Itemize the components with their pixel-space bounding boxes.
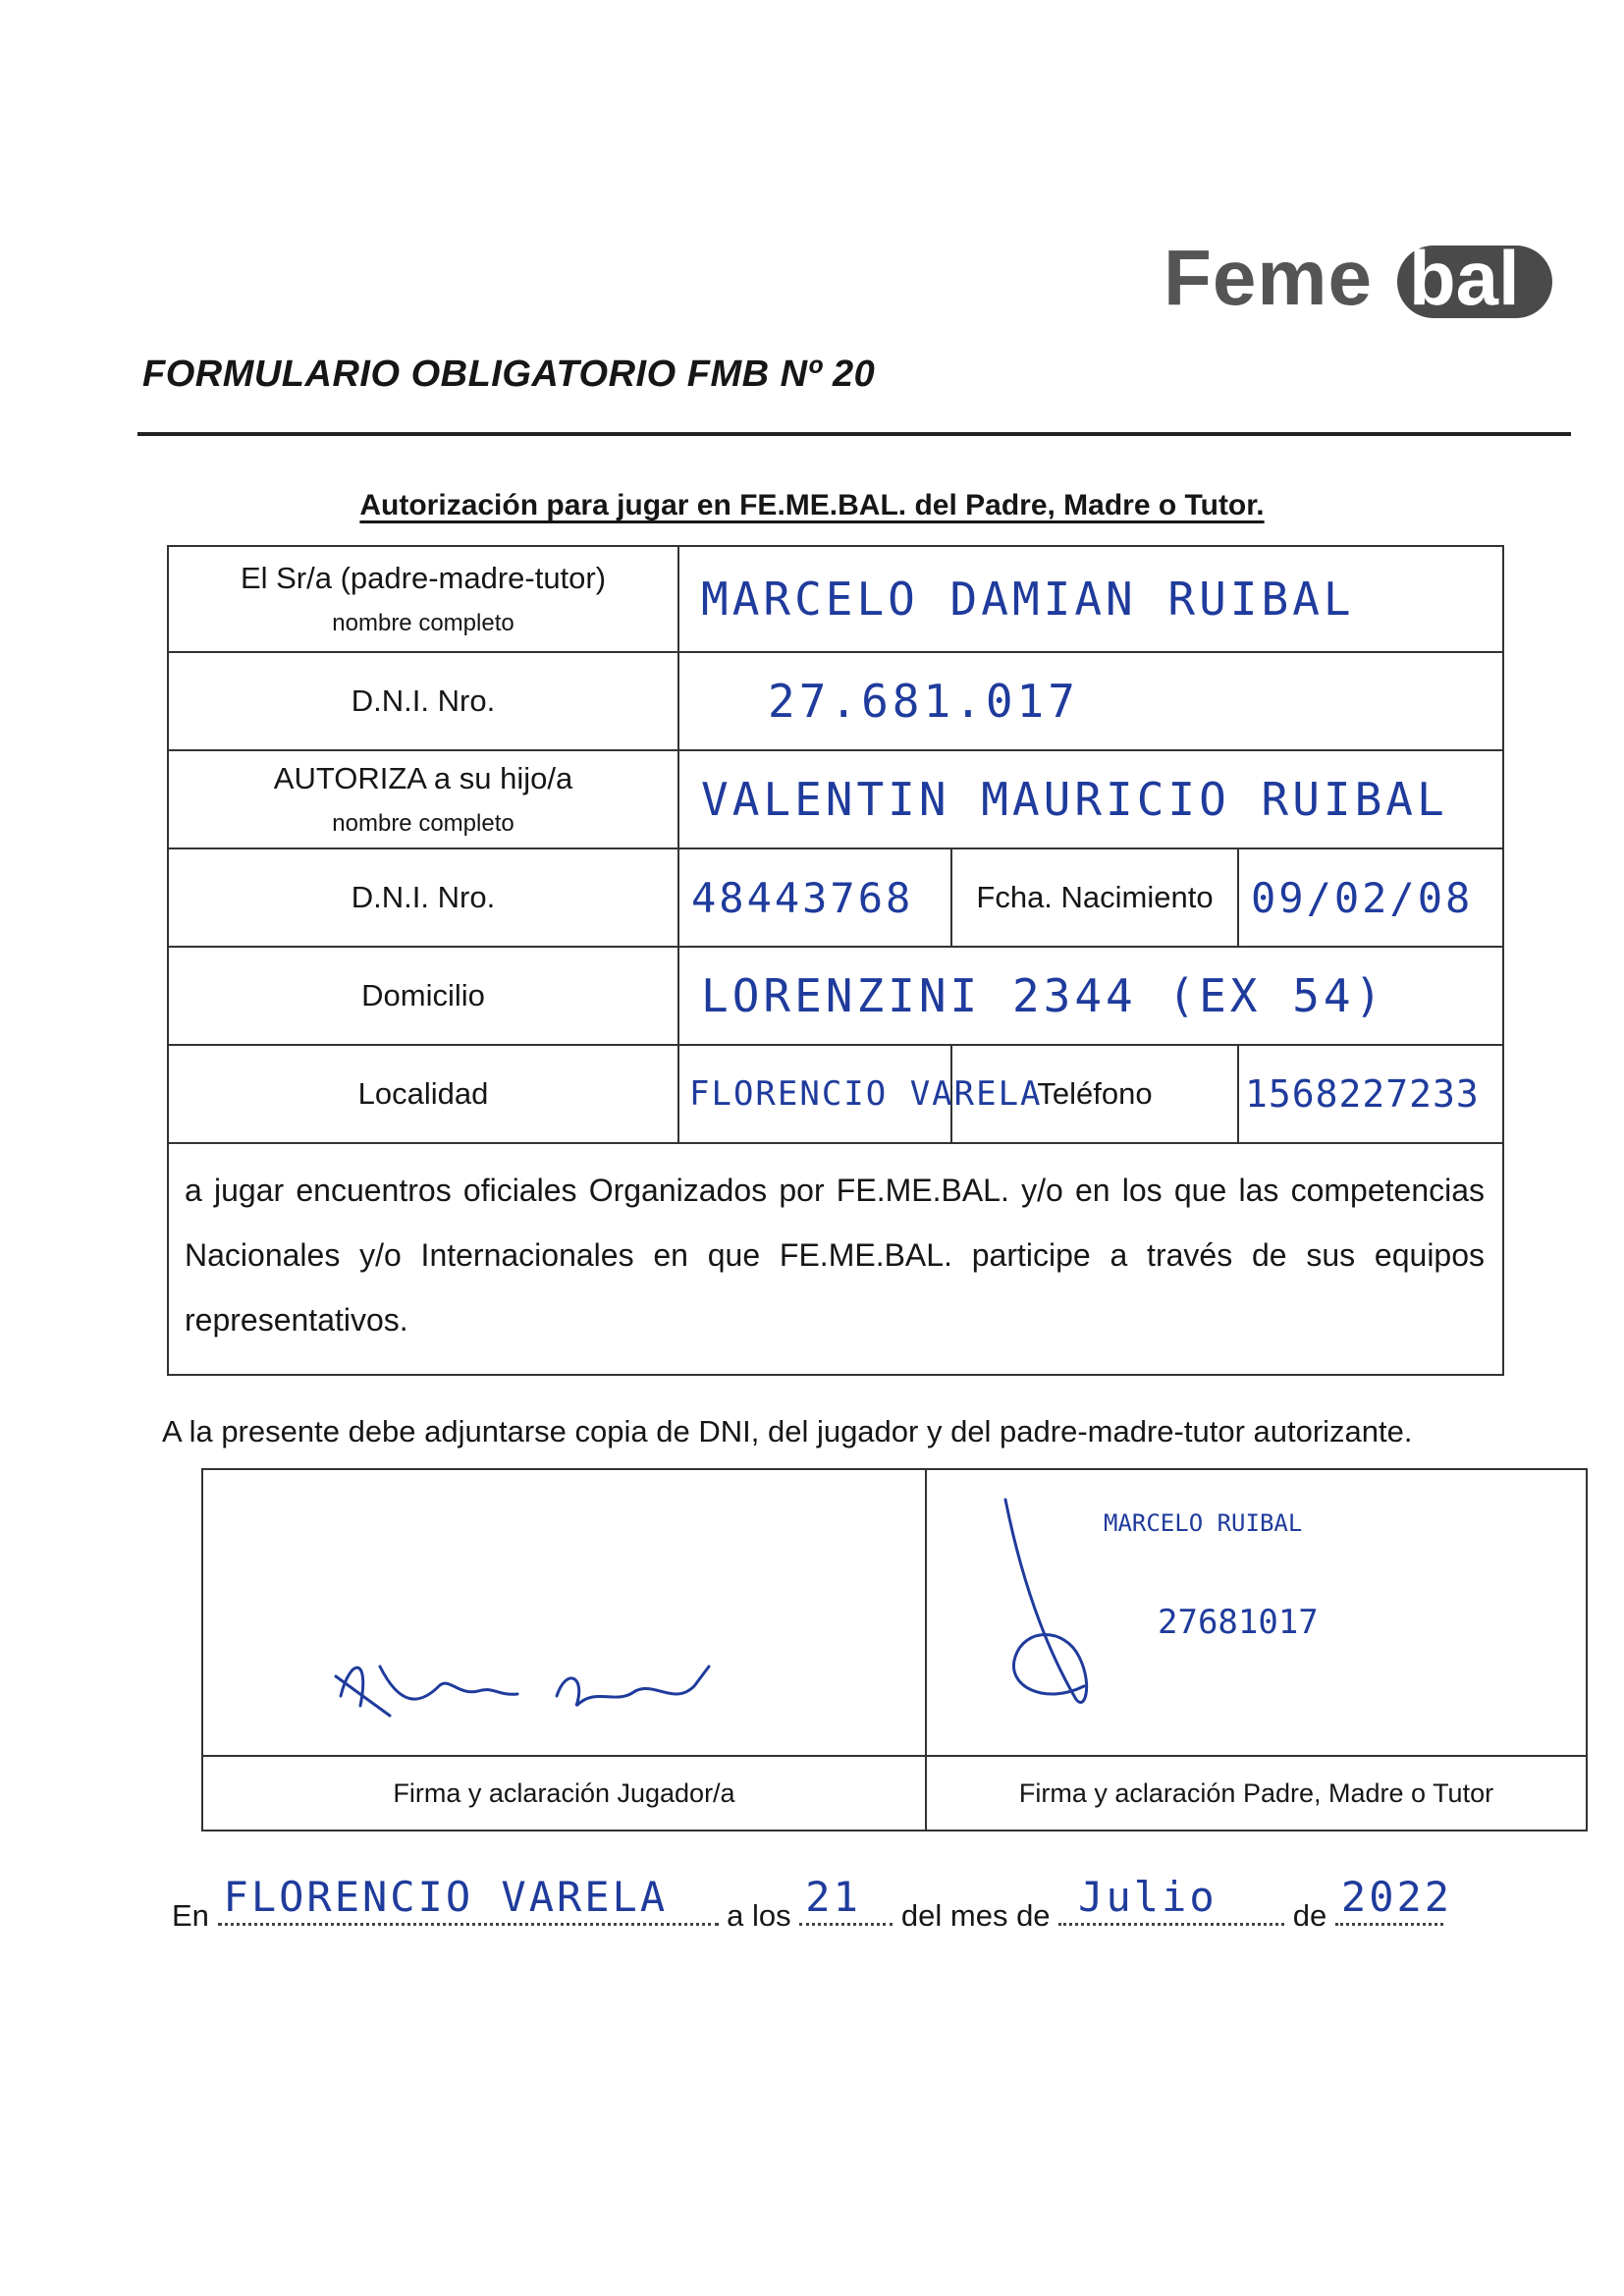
authorization-title: Autorización para jugar en FE.ME.BAL. del Padre, Madre o Tutor. [359, 489, 1265, 521]
child-dni-row [168, 848, 1503, 947]
parent-dni-row [168, 652, 1503, 750]
caption-row [202, 1756, 1587, 1831]
form-title: FORMULARIO OBLIGATORIO FMB Nº 20 [142, 354, 876, 395]
signature-table [201, 1468, 1588, 1831]
svg-text:bal: bal [1409, 235, 1520, 321]
city-field[interactable]: FLORENCIO VARELA [678, 1045, 951, 1143]
authorization-form [167, 545, 1504, 1376]
day-value: 21 [805, 1873, 861, 1921]
birth-date-label: Fcha. Nacimiento [951, 848, 1238, 947]
month-value: Julio [1078, 1873, 1218, 1921]
child-label: AUTORIZA a su hijo/a [273, 761, 573, 795]
svg-text:Feme: Feme [1164, 234, 1373, 321]
city-row [168, 1045, 1503, 1143]
city-label: Localidad [168, 1045, 678, 1143]
address-row [168, 947, 1503, 1045]
header-divider [137, 432, 1571, 436]
child-dni-field[interactable]: 48443768 [678, 848, 951, 947]
paragraph-row [168, 1143, 1503, 1375]
place-value: FLORENCIO VARELA [223, 1873, 669, 1921]
attachment-note: A la presente debe adjuntarse copia de DNI, del jugador y del padre-madre-tutor autorizante. [162, 1414, 1413, 1449]
child-dni-label: D.N.I. Nro. [168, 848, 678, 947]
parent-signature-caption: Firma y aclaración Padre, Madre o Tutor [926, 1756, 1587, 1831]
parent-label-cell [168, 546, 678, 652]
phone-field[interactable]: 1568227233 [1238, 1045, 1503, 1143]
parent-name-field[interactable]: MARCELO DAMIAN RUIBAL [678, 546, 1503, 652]
address-label: Domicilio [168, 947, 678, 1045]
address-field[interactable]: LORENZINI 2344 (EX 54) [678, 947, 1503, 1045]
parent-signature-box[interactable] [926, 1469, 1587, 1756]
child-label-cell [168, 750, 678, 848]
parent-dni-label: D.N.I. Nro. [168, 652, 678, 750]
parent-dni-note: 27681017 [1158, 1603, 1319, 1642]
place-field[interactable] [218, 1873, 719, 1926]
parent-dni-field[interactable]: 27.681.017 [678, 652, 1503, 750]
days-label: a los [727, 1898, 791, 1933]
authorization-paragraph: a jugar encuentros oficiales Organizados por FE.ME.BAL. y/o en los que las competencias Nacionales y/o Internacionales en que FE.ME.BAL. participe a través de sus equipos representativos. [168, 1143, 1503, 1375]
date-place-line [172, 1873, 1453, 1934]
month-label: del mes de [900, 1898, 1051, 1933]
phone-label: Teléfono [951, 1045, 1238, 1143]
parent-sublabel: nombre completo [332, 610, 514, 636]
year-value: 2022 [1340, 1873, 1453, 1921]
child-name-field[interactable]: VALENTIN MAURICIO RUIBAL [678, 750, 1503, 848]
player-signature-caption: Firma y aclaración Jugador/a [202, 1756, 926, 1831]
day-field[interactable] [799, 1873, 893, 1926]
year-field[interactable] [1335, 1873, 1453, 1926]
parent-name-note: MARCELO RUIBAL [1104, 1509, 1303, 1537]
child-sublabel: nombre completo [332, 810, 514, 837]
year-label: de [1292, 1898, 1327, 1933]
femebal-logo-graphic [1164, 228, 1556, 336]
femebal-logo [1164, 228, 1556, 336]
child-row [168, 750, 1503, 848]
birth-date-field[interactable]: 09/02/08 [1238, 848, 1503, 947]
parent-row [168, 546, 1503, 652]
month-field[interactable] [1058, 1873, 1284, 1926]
player-signature-box[interactable] [202, 1469, 926, 1756]
parent-signature-stroke [986, 1490, 1104, 1725]
signature-row [202, 1469, 1587, 1756]
parent-label: El Sr/a (padre-madre-tutor) [240, 561, 607, 595]
date-prefix: En [172, 1898, 209, 1933]
